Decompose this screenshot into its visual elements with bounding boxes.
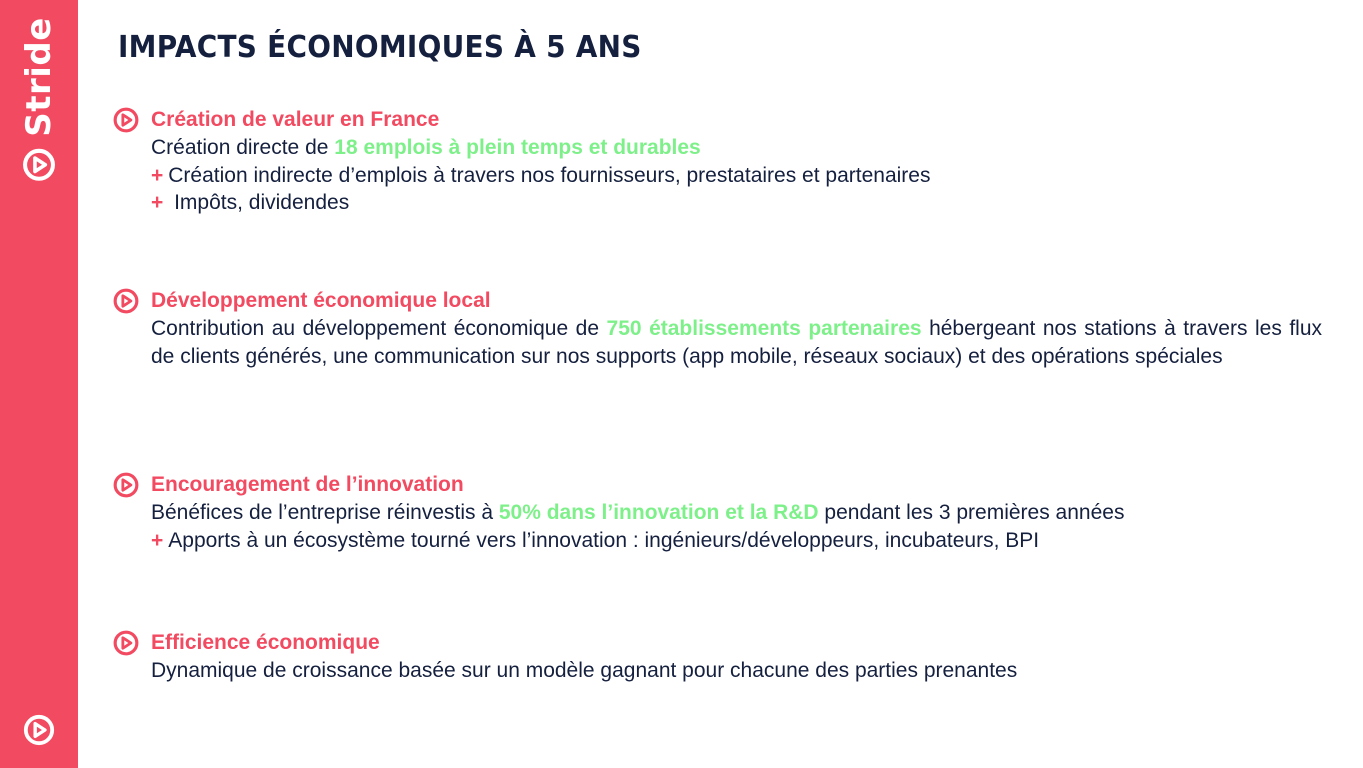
text-run: Contribution au développement économique de <box>151 317 607 340</box>
highlight-text: 750 établissements partenaires <box>606 317 922 340</box>
section-efficience <box>112 629 1322 685</box>
bullet-item <box>151 162 1322 190</box>
bullet-item <box>151 189 1322 217</box>
section-heading: Développement économique local <box>151 289 491 312</box>
section-heading: Création de valeur en France <box>151 108 440 131</box>
highlight-text: 18 emplois à plein temps et durables <box>334 136 701 159</box>
page-title: IMPACTS ÉCONOMIQUES À 5 ANS <box>118 30 642 65</box>
text-run: hébergeant nos stations à travers les flux de clients générés, une communication sur nos supports (app mobile, réseaux sociaux) et des opérations spéciales <box>151 317 1323 368</box>
bullet-item <box>151 527 1322 555</box>
stride-logo-icon <box>112 629 140 657</box>
section-text <box>151 134 1322 162</box>
brand-wordmark: Stride <box>19 17 59 137</box>
section-innovation <box>112 471 1322 554</box>
section-developpement-local <box>112 287 1322 370</box>
stride-logo-icon <box>112 471 140 499</box>
text-run: Création directe de <box>151 136 335 159</box>
plus-icon: + <box>151 528 164 552</box>
section-text: Dynamique de croissance basée sur un modèle gagnant pour chacune des parties prenantes <box>151 659 1018 682</box>
stride-logo-icon <box>22 713 56 747</box>
section-heading: Efficience économique <box>151 631 380 654</box>
highlight-text: 50% dans l’innovation et la R&D <box>498 501 819 524</box>
stride-logo-icon <box>112 287 140 315</box>
plus-icon: + <box>151 163 164 187</box>
text-run: pendant les 3 premières années <box>818 501 1125 524</box>
section-creation-valeur <box>112 106 1322 217</box>
text-run: Bénéfices de l’entreprise réinvestis à <box>151 501 499 524</box>
plus-icon: + <box>151 191 164 214</box>
bullet-text: Apports à un écosystème tourné vers l’innovation : ingénieurs/développeurs, incubateurs, BPI <box>168 528 1040 552</box>
stride-logo-icon <box>21 147 57 183</box>
sidebar <box>0 0 78 768</box>
section-heading: Encouragement de l’innovation <box>151 473 464 496</box>
section-text <box>151 499 1322 527</box>
bullet-text: Impôts, dividendes <box>168 191 350 214</box>
stride-logo-icon <box>112 106 140 134</box>
bullet-text: Création indirecte d’emplois à travers nos fournisseurs, prestataires et partenaires <box>168 163 931 187</box>
section-text <box>151 315 1322 370</box>
